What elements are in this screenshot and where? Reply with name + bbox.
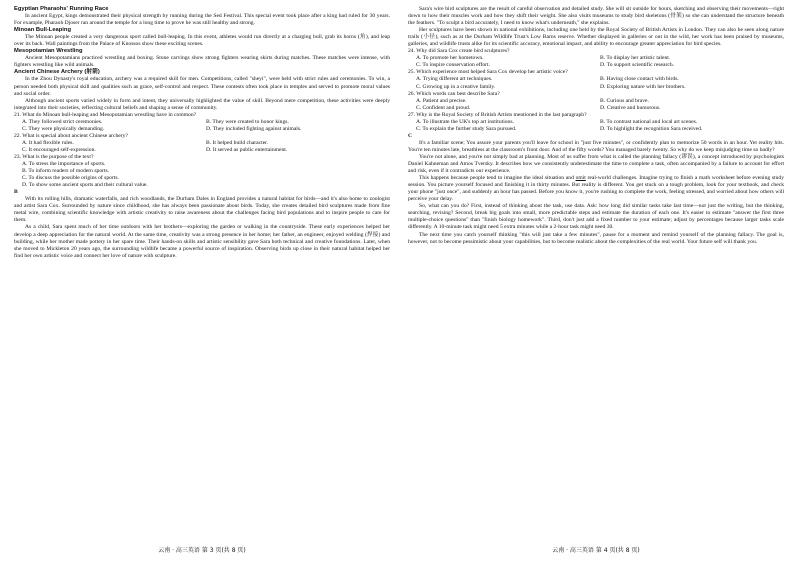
- text: real-world challenges. Imagine trying to finish a math worksheet before evening study session. You picture yourself focused and finishing it in thirty minutes. But reality is different. You get stuck on a tough problem, look for your textbook, and check your phone "just once", and suddenly an hour has passed. Before you know it, you're rushing to complete the work, feeling stressed, and worried about how others will perceive your delay.: [408, 175, 784, 203]
- option: A. Patient and precise.: [416, 97, 467, 104]
- paragraph: As a child, Sara spent much of her time outdoors with her brothers—exploring the garden or walking in the countryside. These early experiences helped her develop a deep appreciation for the natural world. At the same time, creativity was a strong presence in her home; her father, an engineer, enjoyed welding (焊接) and building, while her mother made pottery in her spare time. Their hands-on skills and artistic sensibility gave Sara both technical and creative foundations. Later, when she moved to Mickleton 20 years ago, the surrounding wildlife became a powerful source of inspiration. Observing birds up close in their natural habitat helped her find her own artistic voice and connect her love of nature with sculpture.: [14, 224, 390, 259]
- paragraph: Although ancient sports varied widely in form and intent, they universally highlighted the value of skill. Beyond mere competition, these activities were deeply integrated into their societies, reflecting cultural beliefs and shaping a sense of community.: [14, 97, 390, 111]
- section-title: Ancient Chinese Archery (射箭): [14, 69, 100, 76]
- question-21: 21. What do Minoan bull-leaping and Mesopotamian wrestling have in common?: [14, 111, 197, 118]
- options-26: [408, 98, 784, 112]
- option: D. To support scientific research.: [600, 62, 675, 69]
- page-3: [14, 6, 390, 558]
- paragraph: You're not alone, and you're not simply bad at planning. Most of us suffer from what is called the planning fallacy (谬误), a concept introduced by psychologists Daniel Kahneman and Amos Tversky. It describes how we consistently underestimate the time to complete a task, often accompanied by a failure to account for effort and risk, even if it contradicts our experience.: [408, 153, 784, 175]
- options-22: [14, 140, 390, 154]
- option: B. To contrast national and local art scenes.: [600, 118, 698, 125]
- page-footer: 云南 · 高三英语 第 3 页(共 8 页): [158, 546, 246, 554]
- paragraph: Ancient Mesopotamians practiced wrestling and boxing. Stone carvings show strong fighters wearing skirts during matches. These matches were intense, with fighters wrestling like wild animals.: [14, 55, 390, 69]
- paragraph: So, what can you do? First, instead of thinking about the task, use data. Ask: how long did similar tasks take last time—not just the writing, but the thinking, searching, revising? Second, break big goals into small, more predictable steps and estimate the duration of each one. It's easier to estimate "answer the first three multiple-choice questions" than "finish biology homework". Third, don't just add a fixed number to your estimate; adjust by percentages because larger tasks scale differently. A 10-minute task might need 5 extra minutes while a 2-hour task might need 30.: [408, 203, 784, 231]
- paragraph: In ancient Egypt, kings demonstrated their physical strength by running during the Sed Festival. This special event took place after a king had ruled for 30 years. For example, Pharaoh Djoser ran around the temple for a long time to prove he was still healthy and strong.: [14, 13, 390, 27]
- option: B. To inform readers of modern sports.: [22, 168, 110, 175]
- option: D. To highlight the recognition Sara received.: [600, 125, 703, 132]
- option: B. To display her artistic talent.: [600, 55, 671, 62]
- options-23: [14, 161, 390, 189]
- section-title: Minoan Bull-Leaping: [14, 27, 71, 34]
- page-footer: 云南 · 高三英语 第 4 页(共 8 页): [552, 546, 640, 554]
- option: A. It had flexible rules.: [22, 139, 74, 146]
- question-27: 27. Why is the Royal Society of British Artists mentioned in the last paragraph?: [408, 111, 587, 118]
- option: C. To discuss the possible origins of sports.: [22, 175, 119, 182]
- option: B. They were created to honor kings.: [206, 118, 289, 125]
- option: D. Creative and humorous.: [600, 104, 661, 111]
- section-label: B: [14, 189, 18, 196]
- paragraph: Sara's wire bird sculptures are the result of careful observation and detailed study. She will sit outside for hours, sketching and observing their movements—right down to how their muscles work and how they shift their weight. She also visits museums to study bird skeletons (骨架) so she can understand the structure beneath the feathers. "To sculpt a bird accurately, I need to know what's underneath," she explains.: [408, 6, 784, 27]
- question-24: 24. Why did Sara Cox create bird sculptures?: [408, 48, 510, 55]
- paragraph: The Minoan people created a very dangerous sport called bull-leaping. In this event, athletes would run directly at a charging bull, grab its horns (角), and leap over its back. Wall paintings from the Palace of Knossos show these exciting scenes.: [14, 34, 390, 48]
- text: This happens because people tend to imagine the ideal situation and: [419, 175, 576, 182]
- option: B. Having close contact with birds.: [600, 76, 679, 83]
- option: D. Exploring nature with her brothers.: [600, 83, 686, 90]
- option: A. They followed strict ceremonies.: [22, 118, 103, 125]
- option: C. It encouraged self-expression.: [22, 146, 96, 153]
- option: A. To promote her hometown.: [416, 55, 484, 62]
- option: C. To inspire conservation effort.: [416, 62, 490, 69]
- options-27: [408, 119, 784, 133]
- option: C. They were physically demanding.: [22, 125, 105, 132]
- question-25: 25. Which experience most helped Sara Cox develop her artistic voice?: [408, 69, 568, 76]
- paragraph: Her sculptures have been shown in national exhibitions, including one held by the Royal Society of British Artists in London. They can also be seen along nature trails (小径), such as at the Durham Wildlife Trust's Low Barns reserve. Whether displayed in galleries or out in the wild, her work has been praised by museums, galleries, and wildlife trusts alike for its scientific accuracy, emotional impact, and ability to encourage greater appreciation for bird species.: [408, 27, 784, 48]
- option: D. To show some ancient sports and their cultural value.: [22, 182, 148, 189]
- option: A. Trying different art techniques.: [416, 76, 493, 83]
- options-25: [408, 76, 784, 90]
- option: C. To explain the further study Sara pursued.: [416, 125, 517, 132]
- paragraph: With its rolling hills, dramatic waterfalls, and rich woodlands, the Durham Dales in England provides a natural habitat for birds—and it's also home to zoologist and artist Sara Cox. Surrounded by nature since childhood, she has always been passionate about birds. Today, she creates detailed bird sculptures made from fine metal wire, combining scientific knowledge with artistic creativity to raise awareness about the challenges facing bird populations and to inspire people to care for them.: [14, 196, 390, 224]
- options-24: [408, 55, 784, 69]
- page-4: [408, 6, 784, 558]
- paragraph: [408, 175, 784, 203]
- underlined-word: omit: [575, 175, 586, 182]
- option: B. It helped build character.: [206, 139, 269, 146]
- section-title: Mesopotamian Wrestling: [14, 48, 83, 55]
- question-22: 22. What is special about ancient Chinese archery?: [14, 132, 128, 139]
- section-title: Egyptian Pharaohs' Running Race: [14, 6, 109, 12]
- paragraph: The next time you catch yourself thinking "this will just take a few minutes", pause for a moment and remind yourself of the planning fallacy. The goal is, however, not to become pessimistic about your capabilities, but to become realistic about the complexities of the real world. Your future self will thank you.: [408, 231, 784, 245]
- option: B. Curious and brave.: [600, 97, 649, 104]
- option: D. It served as public entertainment.: [206, 146, 288, 153]
- section-label: C: [408, 132, 413, 139]
- paragraph: It's a familiar scene; You assure your parents you'll leave for school in "just five minutes", or confidently plan to memorize 50 words in an hour. Yet reality hits. You're ten minutes late, breathless at the classroom's front door. And of the fifty words? You managed barely twenty. So why do we keep misjudging time so badly?: [408, 139, 784, 153]
- question-26: 26. Which words can best describe Sara?: [408, 90, 500, 97]
- options-21: [14, 119, 390, 133]
- paragraph: In the Zhou Dynasty's royal education, archery was a required skill for men. Competitions, called "sheyi", were held with strict rules and ceremonies. To win, a person needed both physical skill and qualities such as grace, self-control and respect. These contests often took place in temples and served to promote moral values and social order.: [14, 76, 390, 97]
- option: C. Confident and proud.: [416, 104, 471, 111]
- option: A. To stress the importance of sports.: [22, 161, 106, 168]
- question-23: 23. What is the purpose of the text?: [14, 153, 94, 160]
- option: D. They included fighting against animals.: [206, 125, 302, 132]
- option: C. Growing up in a creative family.: [416, 83, 496, 90]
- option: A. To illustrate the UK's top art institutions.: [416, 118, 514, 125]
